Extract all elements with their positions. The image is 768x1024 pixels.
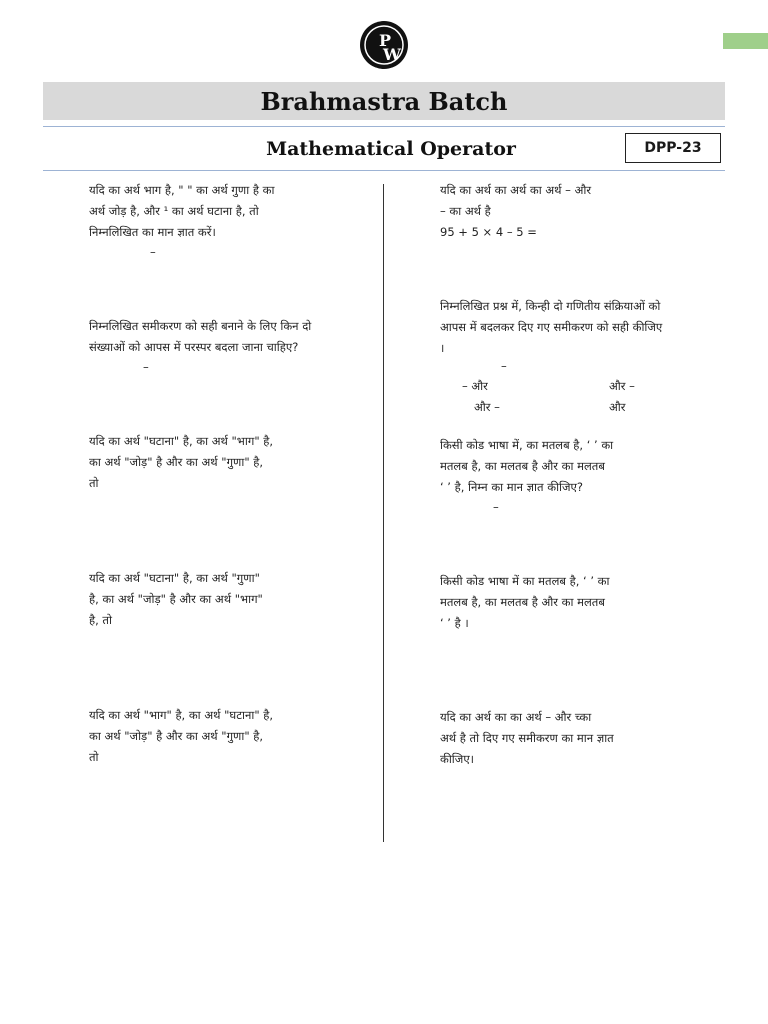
batch-banner xyxy=(43,82,725,120)
question-left-3 xyxy=(89,431,373,494)
question-right-2 xyxy=(440,296,724,359)
question-line: यदि का अर्थ का अर्थ का अर्थ – और xyxy=(440,183,592,197)
option-a: – और xyxy=(462,379,488,393)
subject-title: Mathematical Operator xyxy=(266,138,516,160)
question-left-1-expression: – xyxy=(150,245,156,259)
question-line: है, का अर्थ "जोड़" है और का अर्थ "भाग" xyxy=(89,592,263,606)
question-line: निम्नलिखित प्रश्न में, किन्ही दो गणितीय संक्रियाओं को xyxy=(440,299,661,313)
side-accent-tab xyxy=(723,33,768,49)
question-line: तो xyxy=(89,750,99,764)
question-line: है, तो xyxy=(89,613,112,627)
question-right-5 xyxy=(440,707,724,770)
question-line: का अर्थ "जोड़" है और का अर्थ "गुणा" है, xyxy=(89,729,264,743)
question-line: यदि का अर्थ का का अर्थ – और च्का xyxy=(440,710,592,724)
question-line: कीजिए। xyxy=(440,752,475,766)
question-right-2-expression: – xyxy=(501,359,507,373)
question-left-5 xyxy=(89,705,373,768)
question-line: यदि का अर्थ भाग है, " " का अर्थ गुणा है का xyxy=(89,183,275,197)
question-right-4 xyxy=(440,571,724,634)
question-line: ‘ ’ है । xyxy=(440,616,469,630)
question-line: मतलब है, का मलतब है और का मलतब xyxy=(440,595,605,609)
question-line: संख्याओं को आपस में परस्पर बदला जाना चाहिए? xyxy=(89,340,299,354)
question-line: मतलब है, का मलतब है और का मलतब xyxy=(440,459,605,473)
question-right-3 xyxy=(440,435,724,498)
question-right-3-expression: – xyxy=(493,500,499,514)
header-rule-bottom xyxy=(43,170,725,171)
dpp-badge: DPP-23 xyxy=(625,133,721,163)
svg-text:P: P xyxy=(379,31,392,50)
question-line: ‘ ’ है, निम्न का मान ज्ञात कीजिए? xyxy=(440,480,584,494)
question-line: यदि का अर्थ "घटाना" है, का अर्थ "गुणा" xyxy=(89,571,260,585)
question-left-2 xyxy=(89,316,373,358)
question-line: । xyxy=(440,341,445,355)
question-line: अर्थ है तो दिए गए समीकरण का मान ज्ञात xyxy=(440,731,614,745)
question-left-2-expression: – xyxy=(143,360,149,374)
header-rule-top xyxy=(43,126,725,127)
question-line: यदि का अर्थ "भाग" है, का अर्थ "घटाना" है, xyxy=(89,708,274,722)
question-line: तो xyxy=(89,476,99,490)
question-line: का अर्थ "जोड़" है और का अर्थ "गुणा" है, xyxy=(89,455,264,469)
question-line: किसी कोड भाषा में का मतलब है, ‘ ’ का xyxy=(440,574,610,588)
question-line: निम्नलिखित का मान ज्ञात करें। xyxy=(89,225,216,239)
batch-title: Brahmastra Batch xyxy=(260,86,508,116)
question-line: अर्थ जोड़ है, और ¹ का अर्थ घटाना है, तो xyxy=(89,204,259,218)
option-b: और – xyxy=(609,379,635,393)
question-line: किसी कोड भाषा में, का मतलब है, ‘ ’ का xyxy=(440,438,614,452)
question-line: – का अर्थ है xyxy=(440,204,491,218)
question-left-1 xyxy=(89,180,373,243)
question-line: निम्नलिखित समीकरण को सही बनाने के लिए किन दो xyxy=(89,319,312,333)
option-c: और – xyxy=(474,400,500,414)
question-left-4 xyxy=(89,568,373,631)
question-right-1 xyxy=(440,180,724,243)
column-divider xyxy=(383,184,384,842)
option-d: और xyxy=(609,400,626,414)
pw-logo xyxy=(359,18,409,72)
svg-text:W: W xyxy=(383,45,401,64)
question-line: 95 + 5 × 4 – 5 = xyxy=(440,225,537,239)
question-line: आपस में बदलकर दिए गए समीकरण को सही कीजिए xyxy=(440,320,663,334)
question-line: यदि का अर्थ "घटाना" है, का अर्थ "भाग" है, xyxy=(89,434,274,448)
